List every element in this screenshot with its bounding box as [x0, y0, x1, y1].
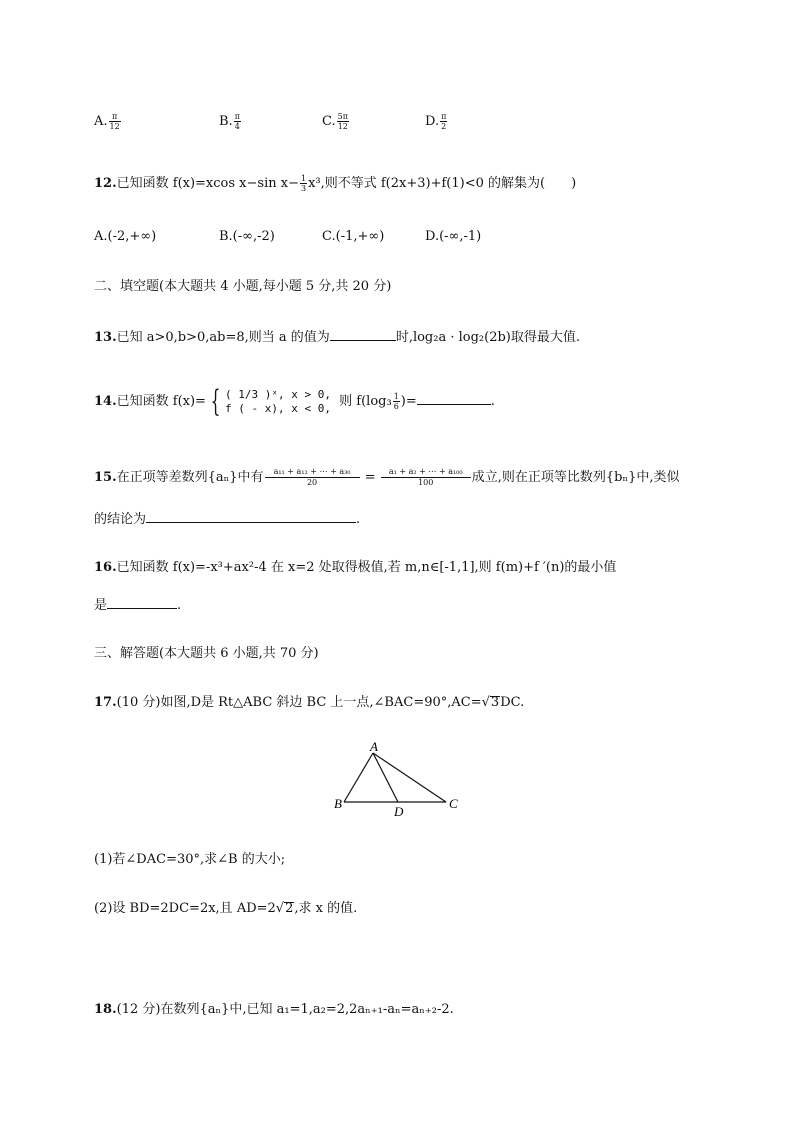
question-13: 13.已知 a>0,b>0,ab=8,则当 a 的值为 时,log₂a · log₂(2b)取得最大值.: [94, 330, 580, 345]
side-ab: [344, 753, 373, 802]
question-17-part1: (1)若∠DAC=30°,求∠B 的大小;: [94, 852, 286, 867]
q14-answer-blank[interactable]: [417, 392, 491, 405]
segment-ad: [373, 753, 398, 802]
q12-option-a: A.(-2,+∞): [94, 229, 157, 244]
q11-option-a: A. $\frac{\pi}{12}$: [94, 112, 120, 131]
label-a: A: [370, 740, 378, 754]
question-16-line2: 是 .: [94, 598, 182, 613]
label-d: D: [394, 804, 404, 819]
question-14: 14.已知函数 f(x)= { ( 1/3 )ˣ, x > 0, f ( - x), x < 0, 则 f(log₃ $\frac{1}{6}$ )= .: [94, 383, 495, 419]
q12-option-c: C.(-1,+∞): [322, 229, 385, 244]
label-b: B: [334, 796, 342, 811]
question-12: 12.已知函数 f(x)=xcos x−sin x− $\frac{1}{3}$ x³,则不等式 f(2x+3)+f(1)<0 的解集为( ): [94, 174, 577, 193]
q11-option-d: D. $\frac{\pi}{2}$: [425, 112, 447, 131]
question-16: 16.已知函数 f(x)=-x³+ax²-4 在 x=2 处取得极值,若 m,n∈[-1,1],则 f(m)+f ′(n)的最小值: [94, 560, 617, 575]
section-2-heading: 二、填空题(本大题共 4 小题,每小题 5 分,共 20 分): [94, 279, 392, 294]
question-18: 18.(12 分)在数列{aₙ}中,已知 a₁=1,a₂=2,2aₙ₊₁-aₙ=aₙ₊₂-2.: [94, 1002, 454, 1017]
q12-option-d: D.(-∞,-1): [425, 229, 482, 244]
q12-option-b: B.(-∞,-2): [219, 229, 275, 244]
question-17: 17.(10 分)如图,D是 Rt△ABC 斜边 BC 上一点,∠BAC=90°,AC=√3DC.: [94, 695, 525, 710]
triangle-figure: [330, 740, 470, 820]
question-17-part2: (2)设 BD=2DC=2x,且 AD=2√2,求 x 的值.: [94, 901, 358, 916]
q16-answer-blank[interactable]: [107, 596, 177, 609]
q13-answer-blank[interactable]: [330, 328, 396, 341]
q15-answer-blank[interactable]: [146, 510, 356, 523]
side-ac: [373, 753, 446, 802]
label-c: C: [449, 796, 458, 811]
section-3-heading: 三、解答题(本大题共 6 小题,共 70 分): [94, 646, 319, 661]
question-15: 15.在正项等差数列{aₙ}中有 $\frac{\text{a₁₁ + a₁₂ + ⋯ + a₃₀}}{20}$ = $\frac{\text{a₁ + a₂ + ⋯ + a₁₀₀}}{100}$ 成立,则在正项等比数列{bₙ}中,类似: [94, 467, 680, 487]
question-15-line2: 的结论为 .: [94, 512, 361, 527]
q11-option-b: B. $\frac{\pi}{4}$: [219, 112, 240, 131]
q11-option-c: C. $\frac{5\pi}{12}$: [322, 112, 348, 131]
